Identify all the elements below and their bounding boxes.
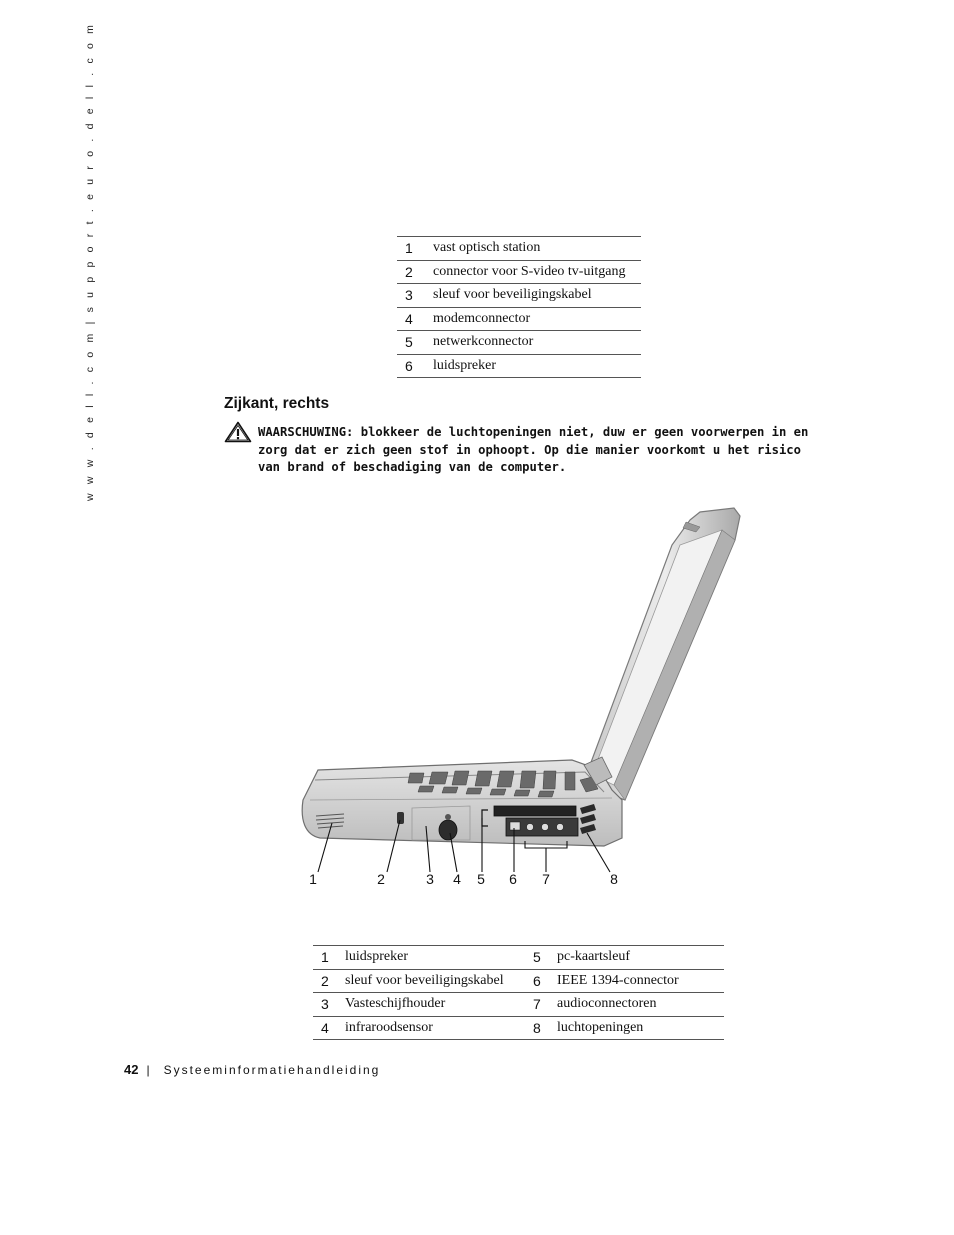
section-heading: Zijkant, rechts <box>224 395 330 412</box>
bottom-legend-table <box>313 945 724 1040</box>
item-label: modemconnector <box>433 310 531 326</box>
item-number: 1 <box>405 240 413 257</box>
item-label: vast optisch station <box>433 240 541 256</box>
item-label: connector voor S-video tv-uitgang <box>433 263 626 279</box>
audio-port <box>542 824 549 831</box>
callout-4: 4 <box>453 871 461 887</box>
ieee1394-port <box>510 822 520 830</box>
item-label: IEEE 1394-connector <box>557 972 679 988</box>
table-row <box>313 946 724 970</box>
item-number: 7 <box>533 996 541 1013</box>
callout-7: 7 <box>542 871 550 887</box>
item-label: Vasteschijfhouder <box>345 996 446 1012</box>
callout-5: 5 <box>477 871 485 887</box>
item-number: 3 <box>405 287 413 304</box>
table-row <box>313 969 724 993</box>
laptop-base <box>302 757 622 846</box>
infrared-sensor <box>439 820 457 840</box>
callout-1: 1 <box>309 871 317 887</box>
item-label: audioconnectoren <box>557 996 657 1012</box>
item-label: pc-kaartsleuf <box>557 949 631 965</box>
callout-6: 6 <box>509 871 517 887</box>
item-number: 6 <box>405 357 413 374</box>
page-number: 42 <box>124 1062 139 1077</box>
item-label: luchtopeningen <box>557 1019 644 1035</box>
document-title: Systeeminformatiehandleiding <box>163 1063 381 1077</box>
item-label: luidspreker <box>345 949 408 965</box>
item-number: 5 <box>533 949 541 966</box>
table-row <box>313 1016 724 1040</box>
item-number: 2 <box>405 263 413 280</box>
page-footer <box>124 1062 380 1077</box>
item-number: 4 <box>321 1019 329 1036</box>
side-url-text: w w w . d e l l . c o m | s u p p o r t . e u r o . d e l l . c o m <box>84 21 96 501</box>
item-number: 8 <box>533 1019 541 1036</box>
warning-body: blokkeer de luchtopeningen niet, duw er geen voorwerpen in en zorg dat er zich geen stof in ophoopt. Op die manier voorkomt u het risico van brand of beschadiging van de computer. <box>258 425 809 474</box>
audio-port <box>527 824 534 831</box>
item-number: 3 <box>321 996 329 1013</box>
item-label: infraroodsensor <box>345 1019 433 1035</box>
item-number: 4 <box>405 310 413 327</box>
pc-card-slot <box>494 806 576 816</box>
air-vents <box>580 804 596 834</box>
item-number: 6 <box>533 972 541 989</box>
warning-label: WAARSCHUWING: <box>258 425 354 439</box>
footer-separator: | <box>146 1063 150 1077</box>
item-number: 2 <box>321 972 329 989</box>
audio-port <box>557 824 564 831</box>
item-label: sleuf voor beveiligingskabel <box>433 287 592 303</box>
laptop-lid <box>590 508 740 800</box>
table-row <box>313 993 724 1017</box>
security-slot <box>397 812 404 824</box>
item-label: netwerkconnector <box>433 334 534 350</box>
callout-3: 3 <box>426 871 434 887</box>
item-number: 1 <box>321 949 329 966</box>
item-number: 5 <box>405 334 413 351</box>
callout-8: 8 <box>610 871 618 887</box>
item-label: luidspreker <box>433 357 496 373</box>
item-label: sleuf voor beveiligingskabel <box>345 972 504 988</box>
callout-2: 2 <box>377 871 385 887</box>
